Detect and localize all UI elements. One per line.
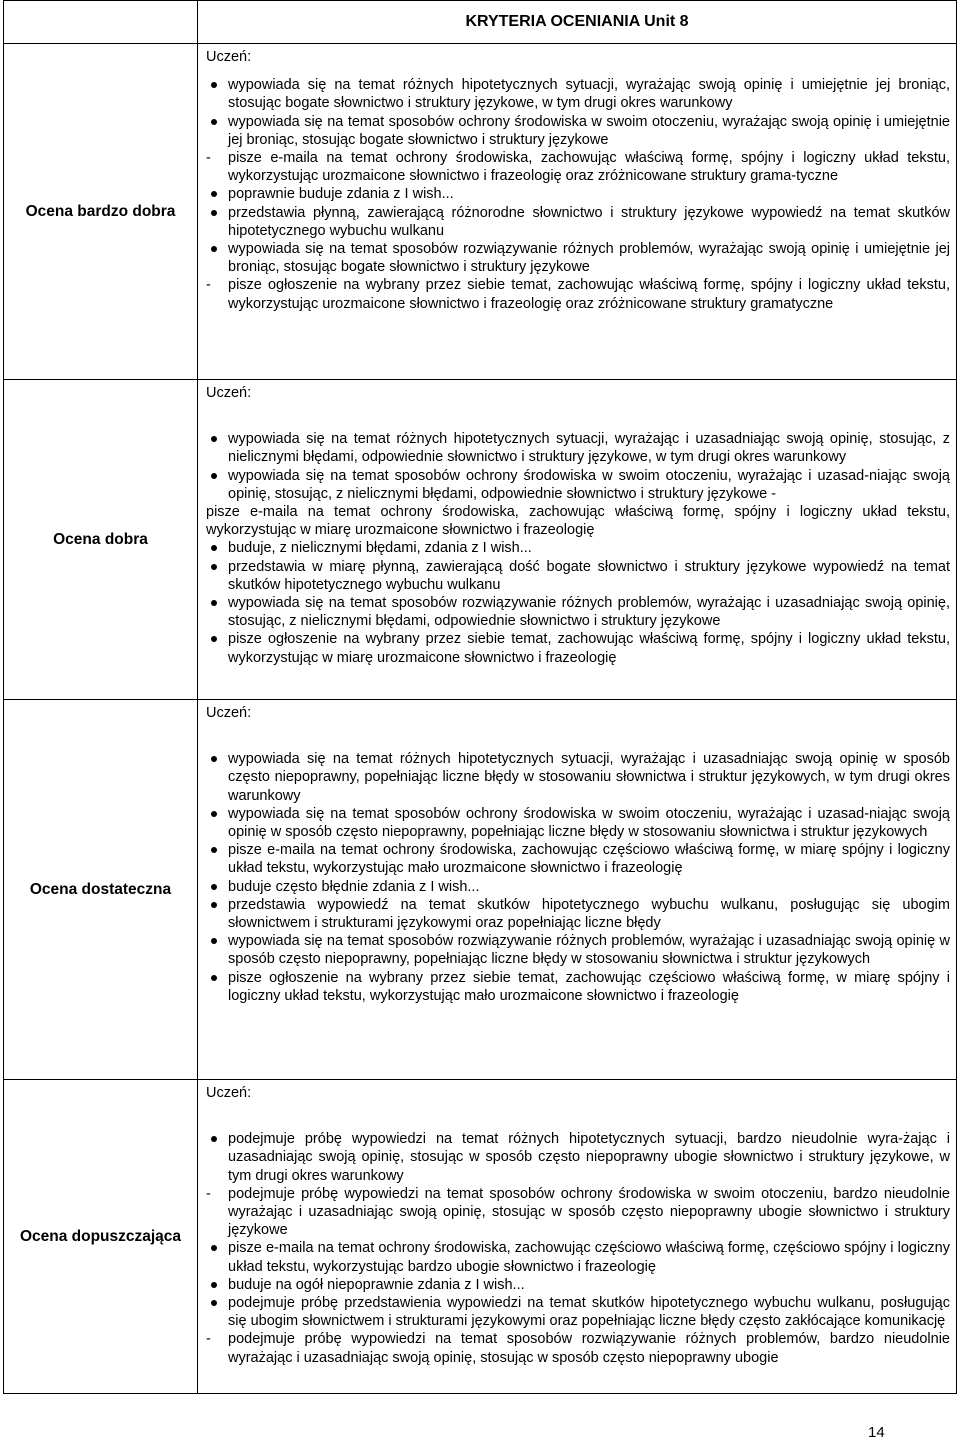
criteria-list <box>206 430 950 667</box>
list-item: wypowiada się na temat różnych hipotetycznych sytuacji, wyrażając i uzasadniając swoją opinię, stosując, z nielicznymi błędami, odpowiednie słownictwo i struktury językowe, w tym drugi okres warunkowy <box>206 430 950 466</box>
criteria-list <box>206 76 950 313</box>
list-item: przedstawia wypowiedź na temat skutków hipotetycznego wybuchu wulkanu, posługując się ubogim słownictwem i strukturami językowymi oraz popełniając liczne błędy <box>206 896 950 932</box>
title-row <box>4 1 957 44</box>
list-item: wypowiada się na temat sposobów rozwiązywanie różnych problemów, wyrażając i uzasadniając swoją opinię w sposób często niepoprawny, popełniając liczne błędy w stosowaniu słownictwa i struktur językowych <box>206 932 950 968</box>
grade-label: Ocena bardzo dobra <box>4 44 198 380</box>
criteria-cell <box>198 1080 957 1394</box>
list-item: wypowiada się na temat różnych hipotetycznych sytuacji, wyrażając swoją opinię i umiejętnie jej broniąc, stosując bogate słownictwo i struktury językowe, w tym drugi okres warunkowy <box>206 76 950 112</box>
section-row <box>4 700 957 1080</box>
list-item: buduje na ogół niepoprawnie zdania z I wish... <box>206 1276 950 1294</box>
list-item: pisze e-maila na temat ochrony środowiska, zachowując właściwą formę, spójny i logiczny układ tekstu, wykorzystując w miarę urozmaicone słownictwo i frazeologię <box>206 504 950 539</box>
list-item: buduje, z nielicznymi błędami, zdania z I wish... <box>206 539 950 557</box>
list-item: wypowiada się na temat sposobów rozwiązywanie różnych problemów, wyrażając i uzasadniając swoją opinię, stosując, z nielicznymi błędami, odpowiednie słownictwo i struktury językowe <box>206 594 950 630</box>
list-item: podejmuje próbę wypowiedzi na temat różnych hipotetycznych sytuacji, bardzo nieudolnie wyra-żając i uzasadniając swoją opinię, stosując w sposób często niepoprawny ubogie słownictwo i struktury językowe, w tym drugi okres warunkowy <box>206 1130 950 1185</box>
student-label: Uczeń: <box>206 1085 252 1101</box>
list-item: pisze e-maila na temat ochrony środowiska, zachowując częściowo właściwą formę, częściowo spójny i logiczny układ tekstu, wykorzystując bardzo ubogie słownictwo i frazeologię <box>206 1239 950 1275</box>
criteria-table <box>3 0 957 1394</box>
list-item: - pisze e-maila na temat ochrony środowiska, zachowując właściwą formę, spójny i logiczny układ tekstu, wykorzystując urozmaicone słownictwo i frazeologię oraz zróżnicowane struktury grama-tyczne <box>206 149 950 185</box>
document-title: KRYTERIA OCENIANIA Unit 8 <box>198 1 957 44</box>
list-item: wypowiada się na temat sposobów ochrony środowiska w swoim otoczeniu, wyrażając swoją opinię i umiejętnie jej broniąc, stosując bogate słownictwo i struktury językowe <box>206 113 950 149</box>
list-item: wypowiada się na temat różnych hipotetycznych sytuacji, wyrażając i uzasadniając swoją opinię w sposób często niepoprawny, popełniając liczne błędy w stosowaniu słownictwa i struktur językowych, w tym drugi okres warunkowy <box>206 750 950 805</box>
list-item: pisze e-maila na temat ochrony środowiska, zachowując częściowo właściwą formę, w miarę spójny i logiczny układ tekstu, wykorzystując mało urozmaicone słownictwo i frazeologię <box>206 841 950 877</box>
title-corner-cell <box>4 1 198 44</box>
page-number: 14 <box>868 1424 885 1441</box>
criteria-list <box>206 1130 950 1367</box>
list-item: buduje często błędnie zdania z I wish... <box>206 878 950 896</box>
list-item: przedstawia płynną, zawierającą różnorodne słownictwo i struktury językowe wypowiedź na temat skutków hipotetycznego wybuchu wulkanu <box>206 204 950 240</box>
section-row <box>4 44 957 380</box>
list-item: pisze ogłoszenie na wybrany przez siebie temat, zachowując właściwą formę, spójny i logiczny układ tekstu, wykorzystując w miarę urozmaicone słownictwo i frazeologię <box>206 630 950 666</box>
list-item: podejmuje próbę przedstawienia wypowiedzi na temat skutków hipotetycznego wybuchu wulkanu, posługując się ubogim słownictwem i strukturami językowymi oraz popełniając liczne błędy często zakłócające komunikację <box>206 1294 950 1330</box>
list-item: przedstawia w miarę płynną, zawierającą dość bogate słownictwo i struktury językowe wypowiedź na temat skutków hipotetycznego wybuchu wulkanu <box>206 558 950 594</box>
list-item: wypowiada się na temat sposobów ochrony środowiska w swoim otoczeniu, wyrażając i uzasad-niając swoją opinię, stosując, z nielicznymi błędami, odpowiednie słownictwo i struktury językowe - <box>206 467 950 503</box>
student-label: Uczeń: <box>206 385 252 401</box>
list-item: - podejmuje próbę wypowiedzi na temat sposobów ochrony środowiska w swoim otoczeniu, bardzo nieudolnie wyrażając i uzasadniając swoją opinię, stosując w sposób często niepoprawny ubogie słownictwo i struktury językowe <box>206 1185 950 1240</box>
student-label: Uczeń: <box>206 705 252 721</box>
criteria-list <box>206 750 950 1005</box>
criteria-cell <box>198 700 957 1080</box>
criteria-cell <box>198 44 957 380</box>
list-item: poprawnie buduje zdania z I wish... <box>206 185 950 203</box>
grade-label: Ocena dopuszczająca <box>4 1080 198 1394</box>
list-item: pisze ogłoszenie na wybrany przez siebie temat, zachowując częściowo właściwą formę, w miarę spójny i logiczny układ tekstu, wykorzystując mało urozmaicone słownictwo i frazeologię <box>206 969 950 1005</box>
student-label: Uczeń: <box>206 49 252 65</box>
section-row <box>4 1080 957 1394</box>
grade-label: Ocena dostateczna <box>4 700 198 1080</box>
grade-label: Ocena dobra <box>4 380 198 700</box>
section-row <box>4 380 957 700</box>
criteria-cell <box>198 380 957 700</box>
list-item: wypowiada się na temat sposobów ochrony środowiska w swoim otoczeniu, wyrażając i uzasad-niając swoją opinię w sposób często niepoprawny, popełniając liczne błędy w stosowaniu słownictwa i struktur językowych <box>206 805 950 841</box>
list-item: - podejmuje próbę wypowiedzi na temat sposobów rozwiązywanie różnych problemów, bardzo nieudolnie wyrażając i uzasadniając swoją opinię, stosując w sposób często niepoprawny ubogie <box>206 1330 950 1366</box>
list-item: wypowiada się na temat sposobów rozwiązywanie różnych problemów, wyrażając swoją opinię i umiejętnie jej broniąc, stosując bogate słownictwo i struktury językowe <box>206 240 950 276</box>
list-item: - pisze ogłoszenie na wybrany przez siebie temat, zachowując właściwą formę, spójny i logiczny układ tekstu, wykorzystując urozmaicone słownictwo i frazeologię oraz zróżnicowane struktury gramatyczne <box>206 276 950 312</box>
